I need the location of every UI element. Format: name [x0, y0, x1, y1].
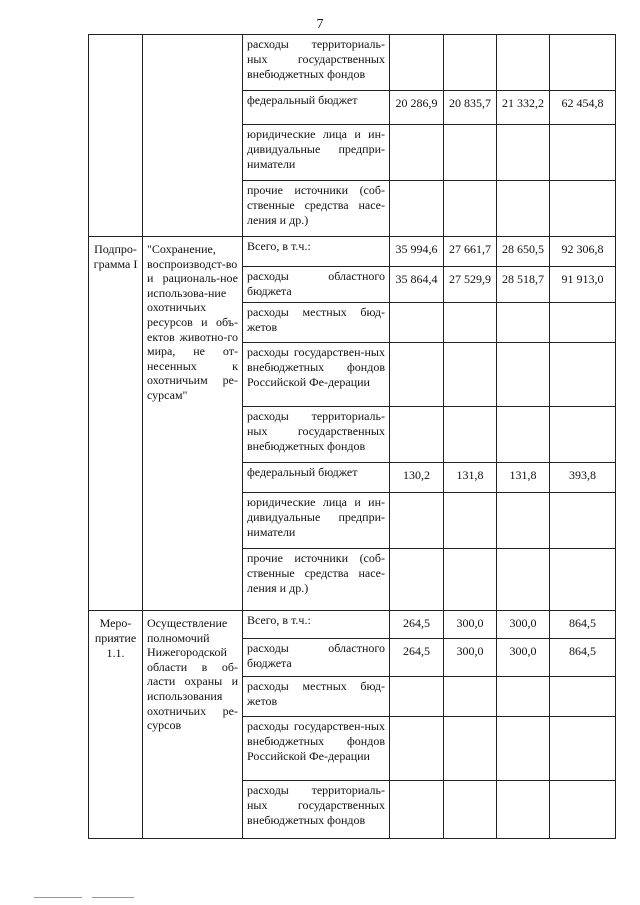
amount-cell: [390, 549, 444, 611]
amount-cell: 300,0: [497, 639, 550, 677]
amount-cell: [550, 677, 616, 717]
table-row: [89, 611, 616, 639]
amount-cell: [497, 343, 550, 407]
amount-cell: 864,5: [550, 611, 616, 639]
amount-cell: 62 454,8: [550, 91, 616, 125]
amount-cell: [550, 343, 616, 407]
row-category-cell: [89, 35, 143, 237]
amount-cell: [444, 407, 497, 463]
amount-cell: 21 332,2: [497, 91, 550, 125]
funding-source-cell: расходы территориаль-ных государственных внебюджетных фондов: [243, 407, 390, 463]
amount-cell: [390, 781, 444, 839]
funding-source-cell: расходы областного бюджета: [243, 267, 390, 303]
funding-source-cell: расходы территориаль-ных государственных внебюджетных фондов: [243, 781, 390, 839]
funding-source-cell: Всего, в т.ч.:: [243, 611, 390, 639]
amount-cell: [444, 35, 497, 91]
amount-cell: 20 286,9: [390, 91, 444, 125]
amount-cell: 28 650,5: [497, 237, 550, 267]
amount-cell: 27 661,7: [444, 237, 497, 267]
amount-cell: [550, 303, 616, 343]
amount-cell: 130,2: [390, 463, 444, 493]
funding-source-cell: юридические лица и ин-дивидуальные предпри-ниматели: [243, 493, 390, 549]
amount-cell: 131,8: [497, 463, 550, 493]
amount-cell: 300,0: [444, 611, 497, 639]
amount-cell: [390, 407, 444, 463]
row-category-cell: Подпро-грамма I: [89, 237, 143, 611]
amount-cell: [550, 493, 616, 549]
page-number: 7: [316, 17, 324, 32]
amount-cell: [444, 549, 497, 611]
amount-cell: 20 835,7: [444, 91, 497, 125]
amount-cell: 300,0: [444, 639, 497, 677]
amount-cell: [550, 717, 616, 781]
amount-cell: [444, 781, 497, 839]
scan-artifact: [92, 897, 134, 898]
row-title-cell: [143, 35, 243, 237]
funding-source-cell: расходы территориаль-ных государственных внебюджетных фондов: [243, 35, 390, 91]
amount-cell: [390, 303, 444, 343]
table-row: [89, 237, 616, 267]
amount-cell: 864,5: [550, 639, 616, 677]
amount-cell: [497, 303, 550, 343]
row-title-cell: Осуществление полномочий Нижегородской области в об-ласти охраны и использования охотничьих ре-сурсов: [143, 611, 243, 839]
financing-table: [88, 34, 616, 839]
funding-source-cell: расходы местных бюд-жетов: [243, 303, 390, 343]
funding-source-cell: расходы местных бюд-жетов: [243, 677, 390, 717]
amount-cell: [390, 493, 444, 549]
amount-cell: 264,5: [390, 611, 444, 639]
amount-cell: [497, 549, 550, 611]
amount-cell: [390, 35, 444, 91]
amount-cell: [390, 343, 444, 407]
funding-source-cell: Всего, в т.ч.:: [243, 237, 390, 267]
funding-source-cell: юридические лица и ин-дивидуальные предпри-ниматели: [243, 125, 390, 181]
amount-cell: [497, 677, 550, 717]
amount-cell: 131,8: [444, 463, 497, 493]
amount-cell: [550, 407, 616, 463]
amount-cell: [444, 493, 497, 549]
funding-source-cell: прочие источники (соб-ственные средства насе-ления и др.): [243, 549, 390, 611]
amount-cell: 91 913,0: [550, 267, 616, 303]
amount-cell: [390, 677, 444, 717]
amount-cell: [444, 677, 497, 717]
amount-cell: [390, 125, 444, 181]
amount-cell: [550, 781, 616, 839]
amount-cell: 35 864,4: [390, 267, 444, 303]
funding-source-cell: федеральный бюджет: [243, 91, 390, 125]
funding-source-cell: прочие источники (соб-ственные средства насе-ления и др.): [243, 181, 390, 237]
funding-source-cell: расходы государствен-ных внебюджетных фондов Российской Фе-дерации: [243, 343, 390, 407]
amount-cell: 92 306,8: [550, 237, 616, 267]
amount-cell: [390, 181, 444, 237]
amount-cell: [497, 717, 550, 781]
amount-cell: [497, 181, 550, 237]
amount-cell: 28 518,7: [497, 267, 550, 303]
funding-source-cell: федеральный бюджет: [243, 463, 390, 493]
amount-cell: 300,0: [497, 611, 550, 639]
scan-artifact: [34, 897, 82, 898]
amount-cell: [390, 717, 444, 781]
amount-cell: 35 994,6: [390, 237, 444, 267]
amount-cell: [497, 781, 550, 839]
amount-cell: 27 529,9: [444, 267, 497, 303]
amount-cell: [550, 181, 616, 237]
amount-cell: [497, 125, 550, 181]
amount-cell: [444, 181, 497, 237]
amount-cell: [497, 35, 550, 91]
amount-cell: [550, 35, 616, 91]
amount-cell: 393,8: [550, 463, 616, 493]
amount-cell: [444, 125, 497, 181]
row-title-cell: "Сохранение, воспроизводст-во и рациональ-ное использова-ние охотничьих ресурсов и объ-ектов животно-го мира, не от-несенных к охотничьим ре-сурсам": [143, 237, 243, 611]
row-category-cell: Меро-приятие 1.1.: [89, 611, 143, 839]
funding-source-cell: расходы государствен-ных внебюджетных фондов Российской Фе-дерации: [243, 717, 390, 781]
amount-cell: [444, 343, 497, 407]
amount-cell: [550, 549, 616, 611]
amount-cell: [497, 493, 550, 549]
amount-cell: [497, 407, 550, 463]
funding-source-cell: расходы областного бюджета: [243, 639, 390, 677]
table-row: [89, 35, 616, 91]
amount-cell: [444, 303, 497, 343]
amount-cell: 264,5: [390, 639, 444, 677]
amount-cell: [550, 125, 616, 181]
amount-cell: [444, 717, 497, 781]
